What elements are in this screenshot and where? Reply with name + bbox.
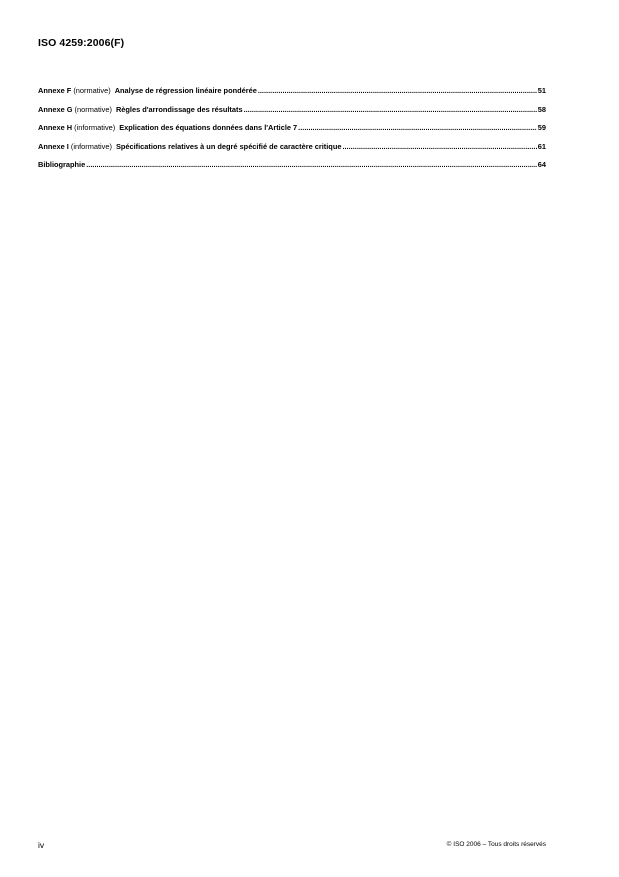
toc-entry-annex-f[interactable] — [38, 86, 546, 105]
toc-entry-label: Bibliographie — [38, 160, 86, 169]
document-id-header: ISO 4259:2006(F) — [38, 37, 125, 49]
toc-dot-leader — [86, 160, 537, 169]
toc-entry-page-number: 61 — [537, 141, 546, 151]
toc-entry-annex-kind: (informative) — [72, 123, 116, 132]
toc-entry-annex-g[interactable] — [38, 105, 546, 124]
toc-entry-annex-name: Annexe G — [38, 104, 73, 114]
toc-entry-annex-name: Annexe H — [38, 123, 73, 132]
toc-entry-title: Règles d'arrondissage des résultats — [115, 104, 243, 114]
toc-entry-label — [38, 105, 112, 114]
toc-entry-annex-kind: (normative) — [72, 104, 112, 114]
toc-entry-page-number: 59 — [537, 123, 546, 132]
toc-entry-page-number: 64 — [537, 160, 546, 169]
toc-entry-label — [38, 123, 115, 132]
table-of-contents — [38, 86, 546, 179]
toc-entry-annex-h[interactable] — [38, 123, 546, 142]
toc-entry-title: Analyse de régression linéaire pondérée — [114, 86, 257, 95]
toc-entry-bibliography[interactable] — [38, 160, 546, 179]
toc-entry-annex-i[interactable] — [38, 142, 546, 161]
toc-entry-annex-name: Annexe F — [38, 86, 72, 95]
footer-copyright: © ISO 2006 – Tous droits réservés — [446, 841, 546, 848]
toc-dot-leader — [298, 123, 537, 132]
toc-entry-title: Spécifications relatives à un degré spécifié de caractère critique — [115, 141, 342, 151]
toc-entry-label — [38, 142, 112, 151]
toc-entry-annex-kind: (normative) — [71, 86, 111, 95]
toc-dot-leader — [258, 86, 537, 95]
toc-entry-title: Explication des équations données dans l'Article 7 — [119, 123, 298, 132]
toc-dot-leader — [244, 105, 537, 114]
toc-entry-page-number: 51 — [537, 86, 546, 95]
toc-dot-leader — [342, 142, 536, 151]
toc-entry-annex-kind: (informative) — [68, 141, 112, 151]
footer-page-number: iv — [38, 840, 45, 850]
toc-entry-label — [38, 86, 111, 95]
toc-entry-annex-name: Annexe I — [38, 141, 69, 151]
toc-entry-page-number: 58 — [537, 104, 546, 114]
